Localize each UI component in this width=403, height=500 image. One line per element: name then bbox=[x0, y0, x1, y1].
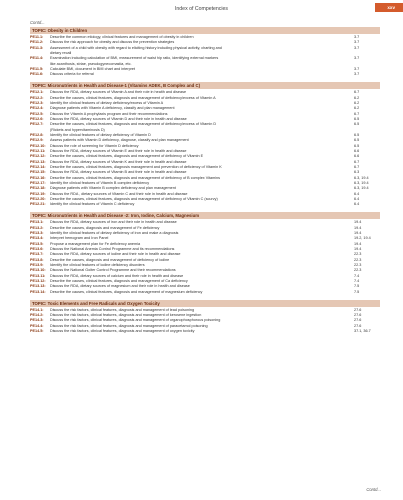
topic-section bbox=[30, 27, 380, 78]
chapter-reference: 19.4 bbox=[354, 241, 362, 246]
competency-code: PE13.12: bbox=[30, 279, 46, 284]
competency-code: PE12.8: bbox=[30, 133, 44, 137]
competency-text: Discuss the RDA, dietary sources of Vitamin E and their role in health and disease bbox=[50, 149, 187, 154]
chapter-reference: 7.5 bbox=[354, 289, 360, 294]
chapter-reference: 3.7 bbox=[354, 56, 360, 61]
competency-text: Interpret hemogram and Iron Panel bbox=[50, 236, 109, 241]
competency-code: PE12.18: bbox=[30, 186, 46, 191]
chapter-reference: 6.4 bbox=[354, 191, 360, 196]
chapter-reference: 3.7 bbox=[354, 67, 360, 72]
chapter-reference: 6.4 bbox=[354, 202, 360, 207]
competency-code: PE13.6: bbox=[30, 247, 44, 252]
competency-text: Discuss the RDA, dietary sources of Vitamin A and their role in health and disease bbox=[50, 90, 187, 95]
chapter-reference: 6.3, 19.4 bbox=[354, 175, 369, 180]
competency-code: PE13.1: bbox=[30, 220, 44, 225]
chapter-reference: 19.4 bbox=[354, 247, 362, 252]
competency-text: Describe the causes, clinical features, diagnosis and management of deficiency/excess of Vitamin A bbox=[50, 95, 216, 100]
competency-text: Discuss the Vitamin A prophylaxis program and their recommendations bbox=[50, 111, 168, 116]
competency-text: Discuss the RDA, dietary sources of Vitamin K and their role in health and disease bbox=[50, 159, 187, 164]
competency-text: Identify the clinical features of Vitamin C deficiency bbox=[50, 202, 135, 207]
competency-text: Describe the causes, clinical features, diagnosis and management of deficiency of Vitamin C (scurvy) bbox=[50, 197, 218, 202]
competency-text: Describe the causes, clinical features, diagnosis and management of deficiency of B complex Vitamins bbox=[50, 175, 221, 180]
chapter-reference: 27.6 bbox=[354, 312, 362, 317]
competency-text: Discuss the RDA , dietary sources of Vitamin C and their role in health and disease bbox=[50, 191, 188, 196]
topic-heading: TOPIC: Micronutrients in Health and Disease -2: Iron, Iodine, Calcium, Magnesium bbox=[30, 212, 380, 219]
chapter-reference: 3.7 bbox=[354, 40, 360, 45]
competency-code: PE12.12: bbox=[30, 154, 46, 159]
competency-code: PE12.13: bbox=[30, 159, 46, 164]
competency-code: PE11.5: bbox=[30, 67, 44, 72]
competency-text: Propose a management plan for Fe deficiency anemia bbox=[50, 241, 141, 246]
competency-text: Discuss the RDA, dietary sources of iodine and their role in health and disease bbox=[50, 252, 181, 257]
competency-code: PE13.3: bbox=[30, 231, 44, 235]
competency-code: PE14.4: bbox=[30, 323, 44, 328]
chapter-reference: 6.2 bbox=[354, 106, 360, 111]
competency-text: Discuss the RDA, dietary sources of Vitamin B and their role in health and disease bbox=[50, 170, 187, 175]
competency-text: Describe the causes, clinical features, diagnosis and management of deficiency of Vitamin E bbox=[50, 154, 204, 159]
competency-code: PE12.7: bbox=[30, 122, 44, 127]
competency-code: PE11.1: bbox=[30, 35, 44, 39]
chapter-reference: 22.3 bbox=[354, 252, 362, 257]
competency-text: Diagnose patients with Vitamin A deficiency, classify and plan management bbox=[50, 106, 175, 111]
competency-code: PE12.6: bbox=[30, 116, 44, 121]
competency-text: Diagnose patients with Vitamin B complex deficiency and plan management bbox=[50, 186, 176, 191]
chapter-reference: 22.3 bbox=[354, 268, 362, 273]
chapter-reference: 19.2, 19.4 bbox=[354, 236, 371, 241]
competency-text: dietary recall bbox=[50, 51, 72, 56]
competency-row bbox=[30, 290, 380, 295]
competency-text: Identify the clinical features of dietary deficiency/excess of Vitamin A bbox=[50, 100, 164, 105]
competency-text: Examination including calculation of BMI, measurement of waist hip ratio, identifying external markers bbox=[50, 56, 219, 61]
competency-code: PE12.1: bbox=[30, 90, 44, 95]
page-number-badge: xxv bbox=[375, 3, 403, 12]
competency-code: PE12.5: bbox=[30, 111, 44, 116]
competency-text: Discuss criteria for referral bbox=[50, 72, 94, 77]
competency-code: PE13.2: bbox=[30, 225, 44, 230]
competency-code: PE12.20: bbox=[30, 197, 46, 202]
chapter-reference: 6.3, 19.4 bbox=[354, 186, 369, 191]
competency-text: Discuss the National Goiter Control Programme and their recommendations bbox=[50, 268, 176, 273]
competency-code: PE11.6: bbox=[30, 72, 44, 77]
competency-text: Discuss the risk approach for obesity and discuss the prevention strategies bbox=[50, 40, 175, 45]
chapter-reference: 6.3, 19.4 bbox=[354, 181, 369, 186]
chapter-reference: 3.7 bbox=[354, 35, 360, 39]
competency-code: PE12.14: bbox=[30, 165, 46, 170]
chapter-reference: 6.4 bbox=[354, 197, 360, 202]
competency-code: PE12.21: bbox=[30, 202, 46, 207]
competency-text: (Rickets and hypervitaminosis D) bbox=[50, 127, 105, 132]
topic-heading: TOPIC: Obesity in Children bbox=[30, 27, 380, 34]
chapter-reference: 19.4 bbox=[354, 225, 362, 230]
topic-heading: TOPIC: Micronutrients in Health and Disease-1 (Vitamins ADEK, B Complex and C) bbox=[30, 82, 380, 89]
competency-code: PE13.4: bbox=[30, 236, 44, 241]
competency-code: PE14.1: bbox=[30, 307, 44, 312]
competency-row bbox=[30, 202, 380, 207]
chapter-reference: 22.3 bbox=[354, 263, 362, 268]
chapter-reference: 6.6 bbox=[354, 154, 360, 159]
chapter-reference: 6.3 bbox=[354, 170, 360, 175]
competency-text: Describe the causes, clinical features, diagnosis and management of Ca deficiency bbox=[50, 279, 188, 284]
competency-code: PE12.15: bbox=[30, 170, 46, 175]
competency-text: Describe the causes, clinical features, diagnosis management and prevention of deficiency of Vitamin K bbox=[50, 165, 222, 170]
competency-code: PE14.5: bbox=[30, 329, 44, 333]
chapter-reference: 3.7 bbox=[354, 45, 360, 50]
competency-text: Discuss the risk factors, clinical features, diagnosis and management of lead poisoning bbox=[50, 307, 195, 312]
competency-text: Identify the clinical features of dietary deficiency of iron and make a diagnosis bbox=[50, 231, 179, 235]
chapter-reference: 27.6 bbox=[354, 318, 362, 323]
chapter-reference: 6.7 bbox=[354, 111, 360, 116]
chapter-reference: 6.5 bbox=[354, 116, 360, 121]
competency-code: PE12.3: bbox=[30, 100, 44, 105]
competency-text: Calculate BMI, document in BMI chart and interpret bbox=[50, 67, 136, 72]
competency-text: Identify the clinical features of iodine deficiency disorders bbox=[50, 263, 145, 268]
competency-code: PE13.10: bbox=[30, 268, 46, 273]
competency-code: PE12.2: bbox=[30, 95, 44, 100]
competency-text: Describe the causes, clinical features, diagnosis and management of magnesium deficiency bbox=[50, 289, 203, 294]
competency-code: PE12.10: bbox=[30, 143, 46, 148]
chapter-reference: 6.6 bbox=[354, 149, 360, 154]
chapter-reference: 22.3 bbox=[354, 257, 362, 262]
competency-index bbox=[30, 27, 380, 339]
competency-code: PE13.8: bbox=[30, 257, 44, 262]
chapter-reference: 19.4 bbox=[354, 220, 362, 225]
chapter-reference: 6.2 bbox=[354, 95, 360, 100]
chapter-reference: 7.4 bbox=[354, 279, 360, 284]
competency-code: PE12.11: bbox=[30, 149, 46, 154]
competency-code: PE12.9: bbox=[30, 138, 44, 143]
topic-section bbox=[30, 212, 380, 295]
competency-text: Discuss the role of screening for Vitamin D deficiency bbox=[50, 143, 139, 148]
competency-text: Identify the clinical features of dietary deficiency of Vitamin D bbox=[50, 133, 151, 137]
competency-code: PE12.19: bbox=[30, 191, 46, 196]
page-header bbox=[0, 0, 403, 18]
chapter-reference: 7.4 bbox=[354, 273, 360, 278]
competency-code: PE14.2: bbox=[30, 312, 44, 317]
chapter-reference: 37.1, 36.7 bbox=[354, 329, 371, 333]
competency-text: Assess patients with Vitamin D deficiency, diagnose, classify and plan management bbox=[50, 138, 189, 143]
competency-code: PE13.14: bbox=[30, 289, 46, 294]
competency-code: PE13.13: bbox=[30, 284, 46, 289]
competency-code: PE13.7: bbox=[30, 252, 44, 257]
topic-heading: TOPIC: Toxic Elements and Free Radicals and Oxygen Toxicity bbox=[30, 300, 380, 307]
competency-text: Discuss the risk factors, clinical features, diagnosis and management of oxygen toxicity bbox=[50, 329, 195, 333]
chapter-reference: 27.6 bbox=[354, 307, 362, 312]
competency-text: Describe the causes, diagnosis and management of deficiency of iodine bbox=[50, 257, 170, 262]
competency-code: PE13.5: bbox=[30, 241, 44, 246]
continued-label-bottom: Contd... bbox=[366, 487, 381, 492]
competency-text: Discuss the risk factors, clinical features, diagnosis and management of organophosphorous poisoning bbox=[50, 318, 221, 323]
chapter-reference: 19.4 bbox=[354, 231, 362, 235]
chapter-reference: 6.2 bbox=[354, 100, 360, 105]
competency-text: Discuss the risk factors, clinical features, diagnosis and management of paracetamol poisoning bbox=[50, 323, 208, 328]
competency-code: PE11.2: bbox=[30, 40, 44, 45]
chapter-reference: 6.5 bbox=[354, 143, 360, 148]
competency-code: PE13.9: bbox=[30, 263, 44, 268]
competency-text: Discuss the RDA, dietary sources of iron and their role in health and disease bbox=[50, 220, 177, 225]
competency-row bbox=[30, 72, 380, 77]
competency-text: Discuss the National Anemia Control Programme and its recommendations bbox=[50, 247, 175, 252]
chapter-reference: 3.7 bbox=[354, 72, 360, 77]
chapter-reference: 6.5 bbox=[354, 122, 360, 127]
competency-text: Identify the clinical features of Vitamin B complex deficiency bbox=[50, 181, 150, 186]
topic-section bbox=[30, 82, 380, 208]
competency-code: PE14.3: bbox=[30, 318, 44, 323]
chapter-reference: 6.5 bbox=[354, 133, 360, 137]
competency-code: PE13.11: bbox=[30, 273, 46, 278]
competency-text: Discuss the RDA, dietary sources of magnesium and their role in health and disease bbox=[50, 284, 190, 289]
competency-code: PE12.16: bbox=[30, 175, 46, 180]
competency-text: Describe the causes, diagnosis and management of Fe deficiency bbox=[50, 225, 160, 230]
competency-code: PE12.17: bbox=[30, 181, 46, 186]
header-title: Index of Competencies bbox=[174, 6, 229, 12]
competency-text: Describe the common etiology, clinical features and management of obesity in children bbox=[50, 35, 194, 39]
chapter-reference: 7.5 bbox=[354, 284, 360, 289]
topic-section bbox=[30, 300, 380, 335]
competency-code: PE11.4: bbox=[30, 56, 44, 61]
competency-text: Discuss the RDA, dietary sources of Vitamin D and their role in health and disease bbox=[50, 116, 187, 121]
competency-text: Assessment of a child with obesity with regard to eliciting history including physical activity, charting and bbox=[50, 45, 222, 50]
chapter-reference: 6.7 bbox=[354, 90, 360, 95]
competency-row bbox=[30, 329, 380, 334]
chapter-reference: 6.5 bbox=[354, 138, 360, 143]
continued-label-top: Contd... bbox=[30, 20, 45, 25]
chapter-reference: 27.6 bbox=[354, 323, 362, 328]
chapter-reference: 6.7 bbox=[354, 165, 360, 170]
competency-text: Describe the causes, clinical features, diagnosis and management of deficiency/excess of Vitamin D bbox=[50, 122, 217, 127]
competency-code: PE12.4: bbox=[30, 106, 44, 111]
chapter-reference: 6.7 bbox=[354, 159, 360, 164]
competency-text: Discuss the RDA, dietary sources of calcium and their role in health and disease bbox=[50, 273, 184, 278]
competency-text: Discuss the risk factors, clinical features, diagnosis and management of kerosene ingestion bbox=[50, 312, 202, 317]
competency-code: PE11.3: bbox=[30, 45, 44, 50]
competency-text: like acanthosis, striae, pseudogynecomastia, etc. bbox=[50, 61, 132, 66]
